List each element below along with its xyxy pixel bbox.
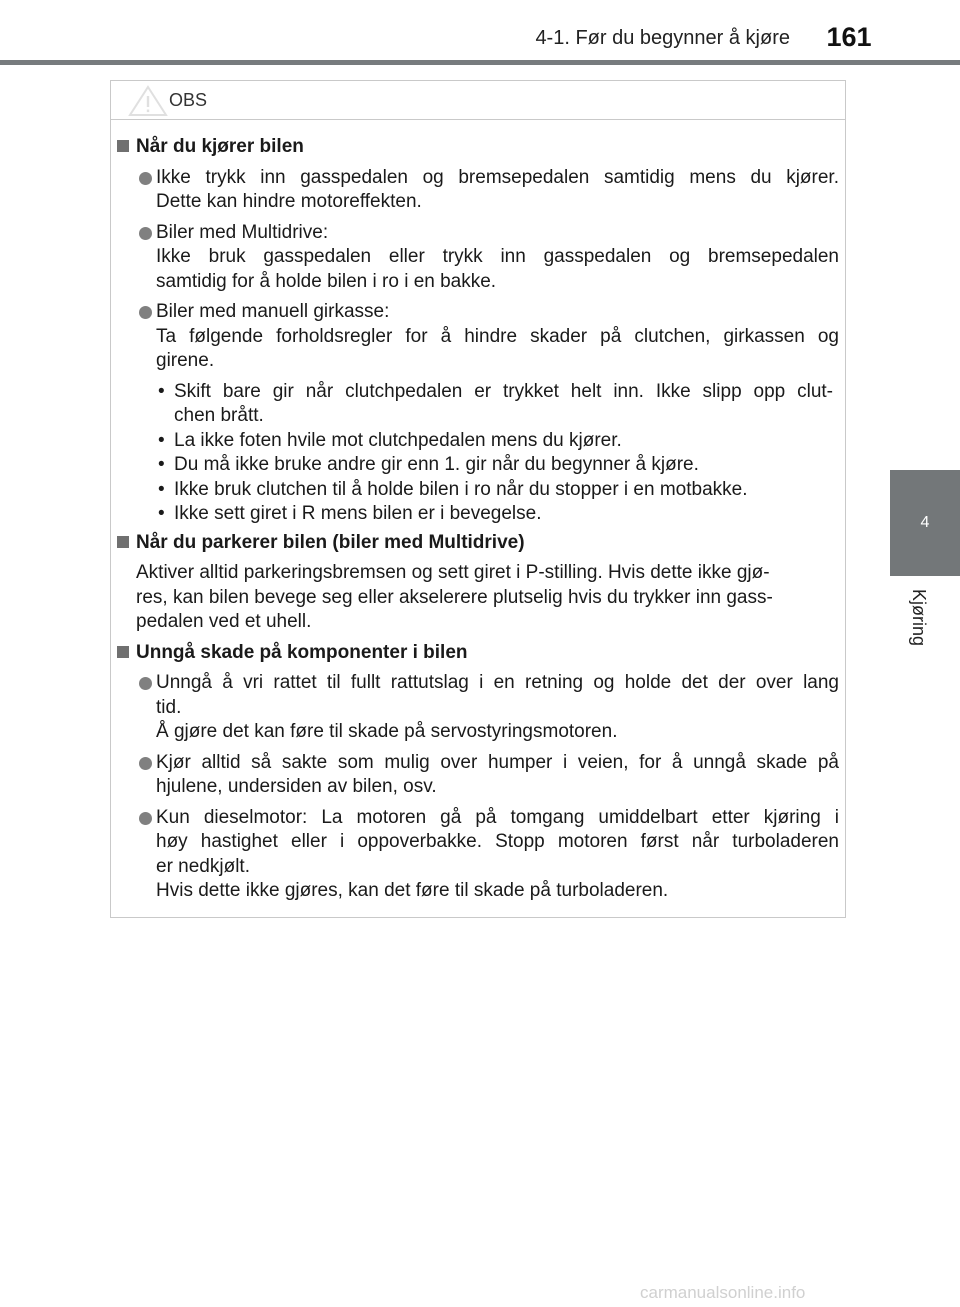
round-bullet-icon [139,812,152,825]
watermark: carmanualsonline.info [640,1283,806,1302]
sub-item: • Ikke bruk clutchen til å holde bilen i ro når du stopper i en motbakke. [158,478,748,500]
bullet-item: Kun dieselmotor: La motoren gå på tomgang umiddelbart etter kjøring i høy hastighet eller i oppoverbakke. Stopp motoren først når turboladeren er nedkjølt. Hvis dette ikke gjøres, kan det føre til skade på turboladeren. [111,806,847,904]
square-bullet-icon [117,140,129,152]
bullet-item: Ikke trykk inn gasspedalen og bremsepedalen samtidig mens du kjører. Dette kan hindre motoreffekten. [111,166,847,215]
sub-item: • Skift bare gir når clutchpedalen er trykket helt inn. Ikke slipp opp clut- chen brått. [158,380,833,426]
bullet-item: Biler med Multidrive: Ikke bruk gasspedalen eller trykk inn gasspedalen og bremsepedalen samtidig for å holde bilen i ro i en bakke. [111,221,847,295]
square-bullet-icon [117,536,129,548]
round-bullet-icon [139,677,152,690]
bullet-item: Biler med manuell girkasse: Ta følgende forholdsregler for å hindre skader på clutchen, girkassen og girene. [111,300,847,374]
sub-list [111,380,847,527]
section-paragraph: Aktiver alltid parkeringsbremsen og sett giret i P-stilling. Hvis dette ikke gjø- res, kan bilen bevege seg eller akselerere plutselig hvis du trykker inn gass- pedalen ved et uhell. [136,562,773,632]
chapter-tab [890,470,960,576]
caution-title: OBS [169,90,208,110]
caution-content [111,135,847,910]
bullet-item: Unngå å vri rattet til fullt rattutslag i en retning og holde det der over lang tid. Å gjøre det kan føre til skade på servostyringsmotoren. [111,671,847,745]
bullet-item: Kjør alltid så sakte som mulig over humper i veien, for å unngå skade på hjulene, undersiden av bilen, osv. [111,751,847,800]
warning-triangle-icon [128,85,168,117]
round-bullet-icon [139,306,152,319]
sub-item: • Du må ikke bruke andre gir enn 1. gir når du begynner å kjøre. [158,454,699,475]
section-heading-driving: Når du kjører bilen [111,135,847,160]
sub-item: • La ikke foten hvile mot clutchpedalen mens du kjører. [158,429,622,451]
round-bullet-icon [139,757,152,770]
chapter-label: Kjøring [908,588,929,646]
sub-item: • Ikke sett giret i R mens bilen er i bevegelse. [158,503,542,524]
caution-header [111,81,845,120]
chapter-number: 4 [920,514,930,531]
section-heading-components: Unngå skade på komponenter i bilen [111,641,847,666]
page-number: 161 [826,22,872,52]
header-rule [0,60,960,65]
caution-box [110,80,846,918]
header-section-title: 4-1. Før du begynner å kjøre [535,27,790,49]
round-bullet-icon [139,172,152,185]
round-bullet-icon [139,227,152,240]
square-bullet-icon [117,646,129,658]
section-heading-parking: Når du parkerer bilen (biler med Multidrive) [111,531,847,556]
